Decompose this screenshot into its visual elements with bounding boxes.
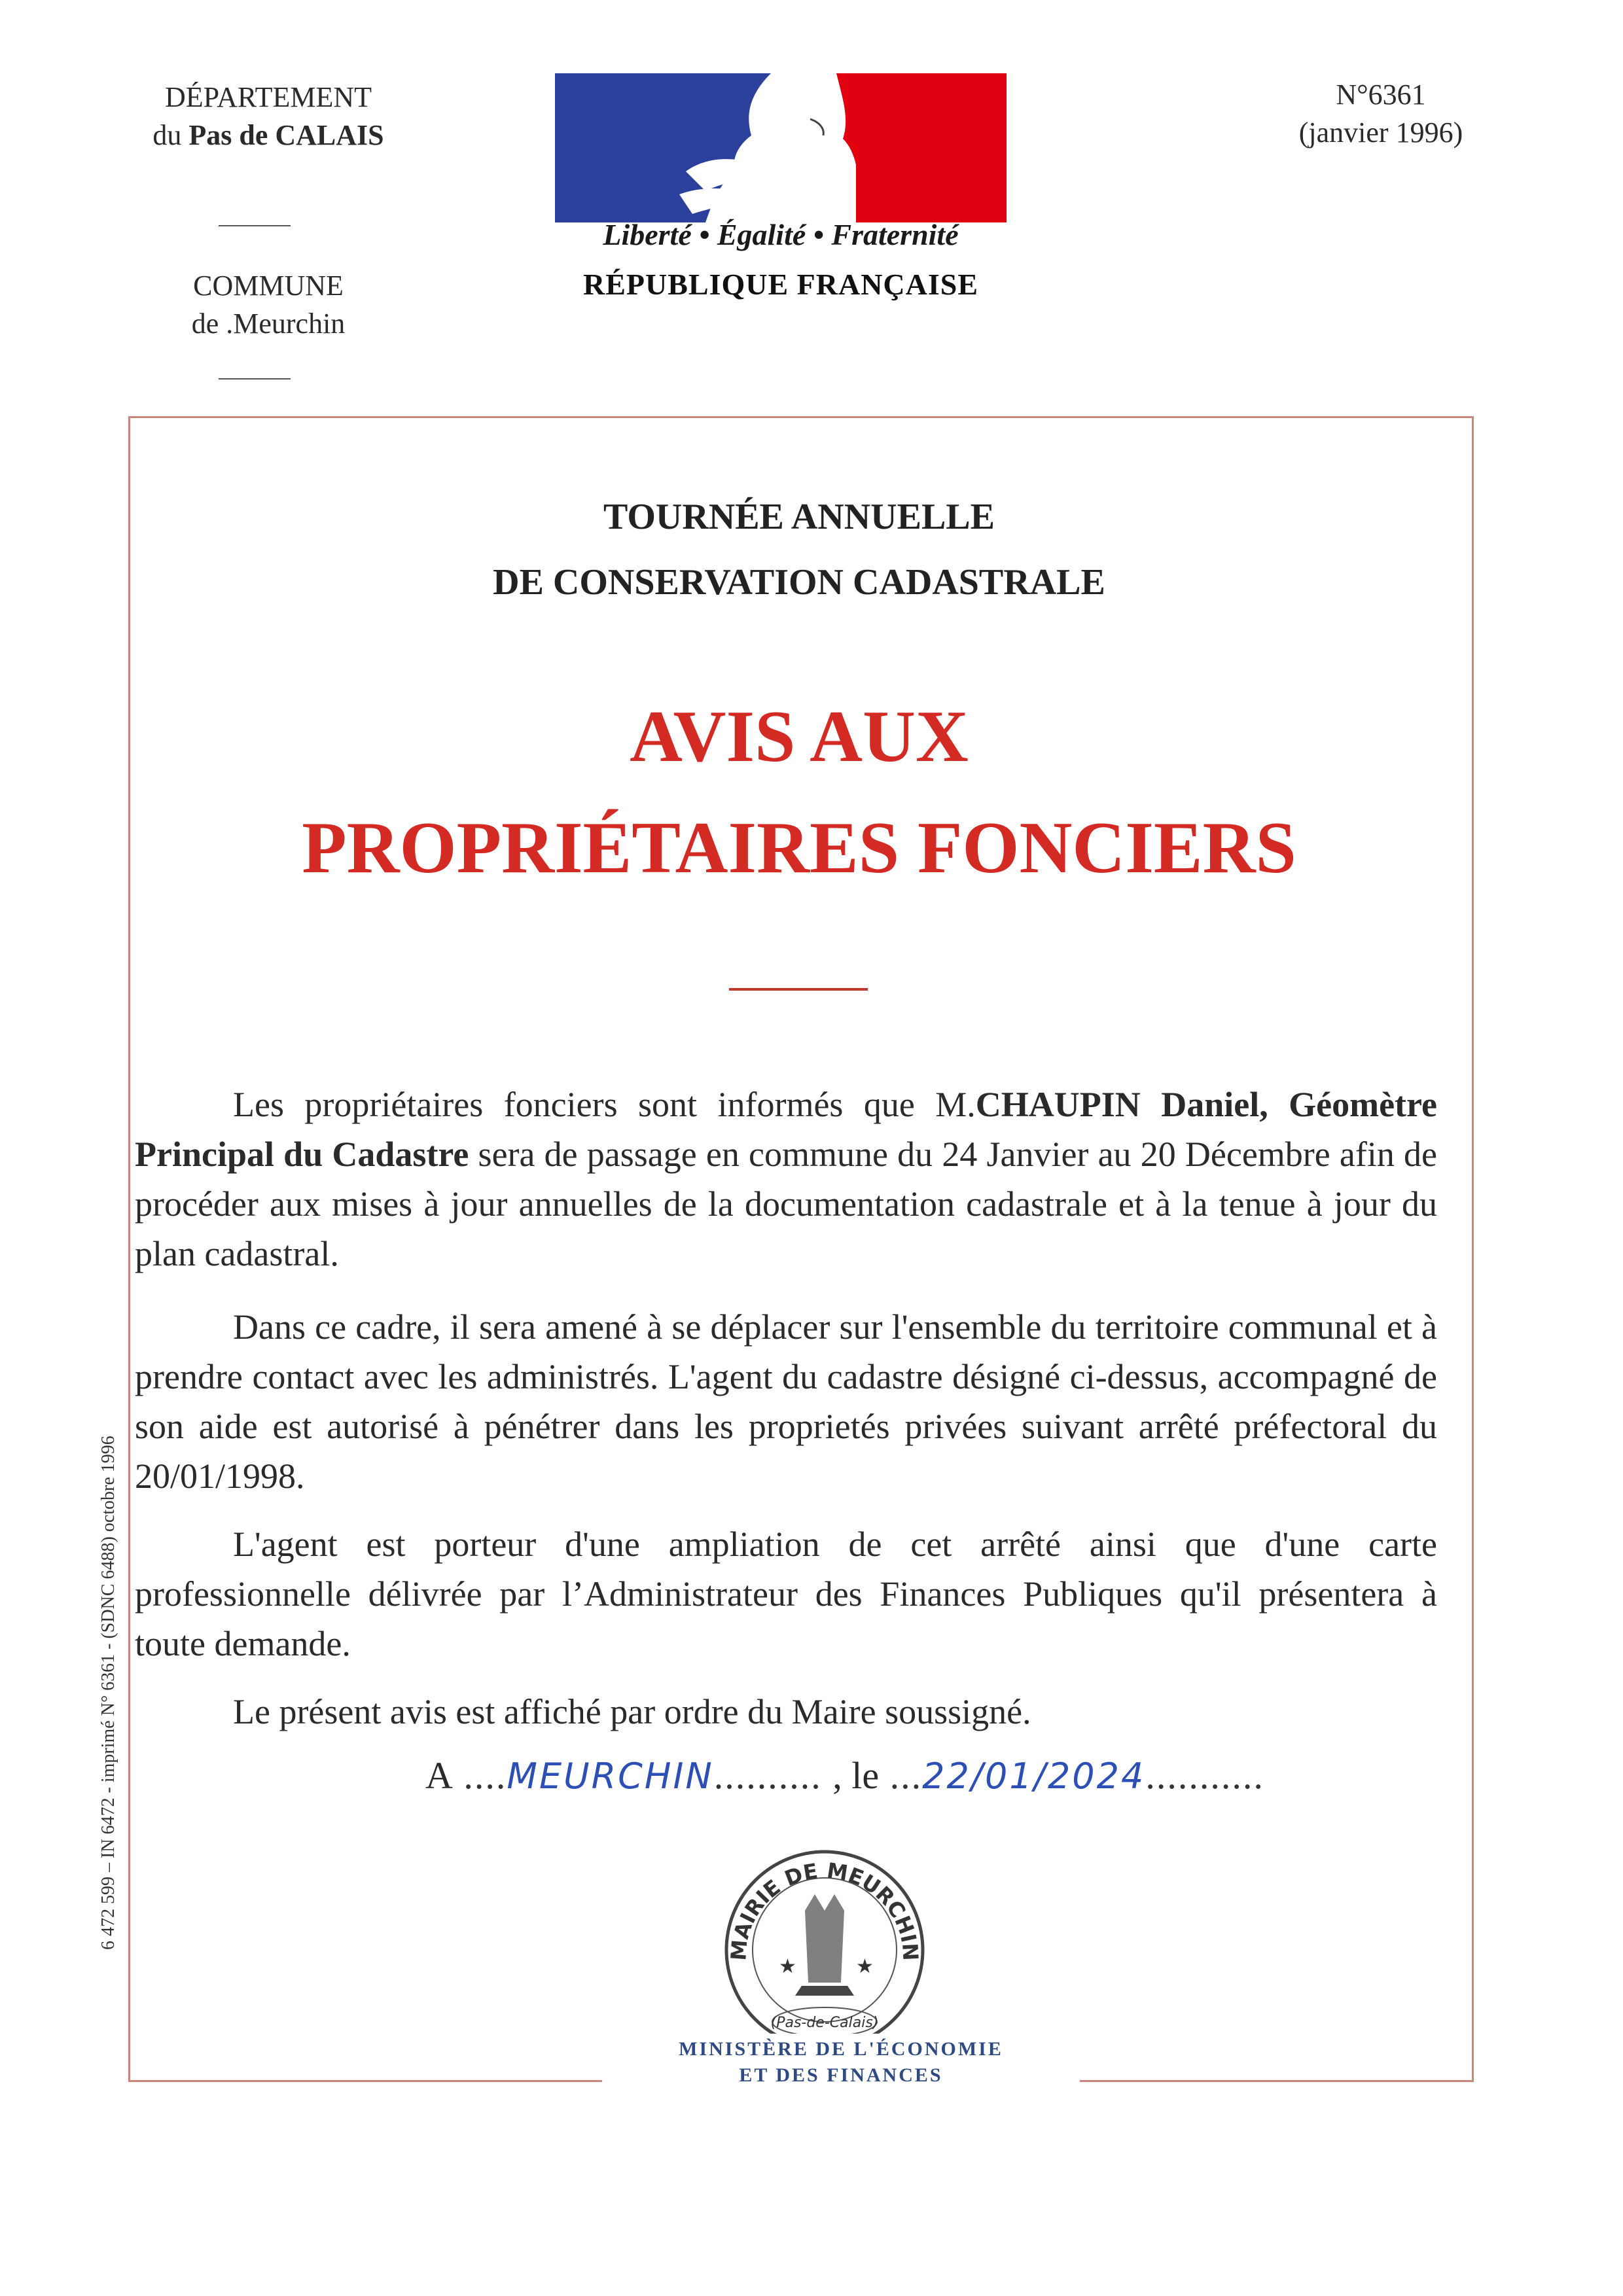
surveyor-title: Géomètre Principal du Cadastre (135, 1085, 1438, 1174)
ministry-label (602, 2034, 1080, 2089)
header-divider (219, 225, 291, 226)
form-reference (1230, 76, 1531, 152)
stamp-top-text: MAIRIE DE MEURCHIN (726, 1858, 923, 1962)
notice-title-line2: DE CONSERVATION CADASTRALE (493, 562, 1105, 603)
paragraph-1-intro: Les propriétaires fonciers sont informés que M. (233, 1085, 976, 1124)
departement-name-line (124, 116, 412, 154)
dots: ........... (1145, 1754, 1264, 1797)
paragraph-2 (135, 1302, 1437, 1501)
commune-block (124, 267, 412, 343)
paragraph-1 (135, 1080, 1437, 1279)
republic-motto: Liberté • Égalité • Fraternité (603, 218, 959, 251)
headline-divider (729, 988, 868, 991)
paragraph-4-text: Le présent avis est affiché par ordre du Maire soussigné. (233, 1692, 1031, 1731)
surveyor-name: CHAUPIN Daniel, (975, 1085, 1268, 1124)
notice-headline-line2: PROPRIÉTAIRES FONCIERS (302, 807, 1296, 889)
dots: .... (452, 1754, 507, 1797)
ministry-line1: MINISTÈRE DE L'ÉCONOMIE (679, 2038, 1003, 2060)
form-date: (janvier 1996) (1298, 116, 1463, 149)
departement-prefix: du (152, 119, 189, 151)
commune-name: de .Meurchin (191, 308, 346, 340)
paragraph-3-text: L'agent est porteur d'une ampliation de cet arrêté ainsi que d'une carte professionnelle délivrée par l’Administrateur des Finances Publiques qu'il présentera à toute demande. (135, 1525, 1437, 1663)
ministry-line2: ET DES FINANCES (739, 2064, 943, 2086)
paragraph-3 (135, 1519, 1437, 1669)
paragraph-1-rest: sera de passage en commune du 24 Janvier au 20 Décembre afin de procéder aux mises à jour annuelles de la documentation cadastrale et à la tenue à jour du plan cadastral. (135, 1135, 1438, 1273)
marianne-logo (555, 73, 1007, 222)
notice-title-line1: TOURNÉE ANNUELLE (603, 497, 995, 537)
town-hall-stamp (707, 1832, 942, 2068)
form-number: N°6361 (1336, 79, 1426, 111)
side-print-reference: 6 472 599 – IN 6472 - imprimé N° 6361 - (SDNC 6488) octobre 1996 (98, 1436, 118, 1950)
place-handwritten: MEURCHIN (507, 1756, 714, 1797)
svg-text:★: ★ (856, 1956, 874, 1977)
paragraph-2-text: Dans ce cadre, il sera amené à se déplacer sur l'ensemble du territoire communal et à prendre contact avec les administrés. L'agent du cadastre désigné ci-dessus, accompagné de son aide est autorisé à pénétrer dans les proprietés privées suivant arrêté préfectoral du 20/01/1998. (135, 1307, 1437, 1496)
dots: .......... (713, 1754, 833, 1797)
departement-name: Pas de CALAIS (188, 119, 384, 151)
place-date-line (425, 1754, 1472, 1797)
departement-label: DÉPARTEMENT (165, 81, 372, 113)
svg-text:★: ★ (779, 1956, 796, 1977)
stamp-bottom-text: (Pas-de-Calais) (770, 2015, 879, 2031)
place-label: A (425, 1754, 453, 1797)
commune-label: COMMUNE (193, 270, 344, 302)
header-divider (219, 378, 291, 380)
notice-headline-line1: AVIS AUX (630, 696, 969, 777)
republic-name: RÉPUBLIQUE FRANÇAISE (582, 268, 979, 301)
date-label: , le (832, 1754, 880, 1797)
paragraph-4 (135, 1687, 1437, 1737)
dots: ... (879, 1754, 923, 1797)
date-handwritten: 22/01/2024 (922, 1756, 1146, 1797)
departement-block (124, 79, 412, 154)
